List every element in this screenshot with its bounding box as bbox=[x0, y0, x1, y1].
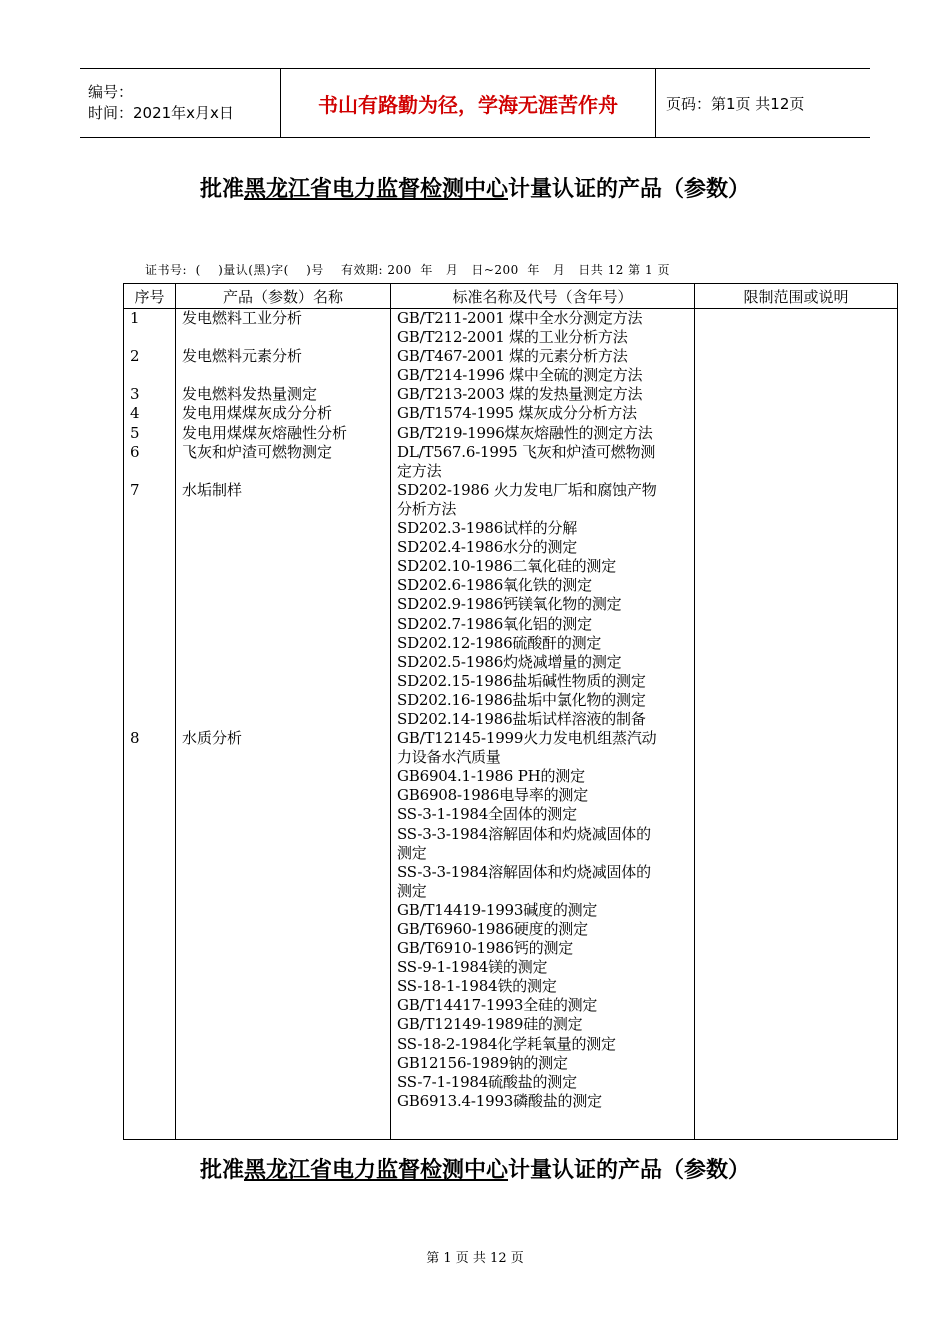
product-line bbox=[182, 595, 390, 614]
product-line bbox=[182, 538, 390, 557]
standard-line: SD202.14-1986盐垢试样溶液的制备 bbox=[397, 709, 646, 728]
serial-line bbox=[130, 366, 175, 385]
title2-suffix: 计量认证的产品（参数） bbox=[508, 1158, 751, 1183]
product-line bbox=[182, 557, 390, 576]
standard-line: SD202.4-1986水分的测定 bbox=[397, 538, 578, 557]
serial-line: 2 bbox=[130, 347, 140, 366]
standard-line: 力设备水汽质量 bbox=[397, 748, 501, 767]
standard-line: 测定 bbox=[397, 881, 427, 900]
title-org: 黑龙江省电力监督检测中心 bbox=[243, 177, 508, 202]
standard-line: SD202.10-1986二氧化硅的测定 bbox=[397, 557, 617, 576]
product-column bbox=[176, 309, 391, 1140]
product-line: 发电燃料元素分析 bbox=[182, 347, 303, 366]
page-footer: 第 1 页 共 12 页 bbox=[426, 1251, 524, 1266]
limit-column bbox=[695, 309, 898, 1140]
standard-line: SD202.7-1986氧化铝的测定 bbox=[397, 614, 592, 633]
standard-line: GB/T211-2001 煤中全水分测定方法 bbox=[397, 309, 643, 327]
title2-prefix: 批准 bbox=[199, 1158, 244, 1183]
serial-line: 7 bbox=[130, 480, 140, 499]
standard-line: SS-3-3-1984溶解固体和灼烧减固体的 bbox=[397, 862, 651, 881]
serial-line bbox=[130, 710, 175, 729]
product-line: 发电用煤煤灰成分分析 bbox=[182, 404, 333, 423]
standard-line: GB/T14417-1993全硅的测定 bbox=[397, 996, 598, 1015]
product-line: 水质分析 bbox=[182, 729, 243, 748]
standard-line: GB/T14419-1993碱度的测定 bbox=[397, 900, 598, 919]
product-line bbox=[182, 366, 390, 385]
serial-line bbox=[130, 691, 175, 710]
standard-line: 分析方法 bbox=[397, 499, 457, 518]
product-line bbox=[182, 672, 390, 691]
document-title-repeat bbox=[0, 1153, 950, 1184]
product-line bbox=[182, 519, 390, 538]
standard-line: GB/T6910-1986钙的测定 bbox=[397, 939, 574, 958]
product-line: 水垢制样 bbox=[182, 480, 243, 499]
product-line bbox=[182, 710, 390, 729]
standard-line: 定方法 bbox=[397, 461, 442, 480]
standard-line: 测定 bbox=[397, 843, 427, 862]
standard-line: SD202.12-1986硫酸酐的测定 bbox=[397, 633, 602, 652]
product-table bbox=[123, 283, 898, 1140]
page-header bbox=[80, 68, 870, 138]
standard-line: SS-18-2-1984化学耗氧量的测定 bbox=[397, 1034, 616, 1053]
serial-line bbox=[130, 500, 175, 519]
serial-line bbox=[130, 538, 175, 557]
title-prefix: 批准 bbox=[199, 177, 244, 202]
header-product: 产品（参数）名称 bbox=[176, 284, 391, 309]
header-left bbox=[80, 69, 280, 137]
serial-line bbox=[130, 557, 175, 576]
certificate-line: 证书号: ( )量认(黑)字( )号 有效期: 200 年 月 日~200 年 月 日共 12 第 1 页 bbox=[145, 263, 670, 277]
product-line: 发电用煤煤灰熔融性分析 bbox=[182, 423, 348, 442]
header-motto: 书山有路勤为径，学海无涯苦作舟 bbox=[280, 69, 656, 137]
product-line bbox=[182, 500, 390, 519]
serial-line bbox=[130, 462, 175, 481]
serial-line bbox=[130, 634, 175, 653]
serial-line: 3 bbox=[130, 385, 140, 404]
standard-line: GB/T213-2003 煤的发热量测定方法 bbox=[397, 385, 643, 404]
standard-line: SD202.15-1986盐垢碱性物质的测定 bbox=[397, 671, 646, 690]
serial-column bbox=[124, 309, 176, 1140]
title2-org: 黑龙江省电力监督检测中心 bbox=[243, 1158, 508, 1183]
serial-line: 5 bbox=[130, 423, 140, 442]
product-line: 发电燃料发热量测定 bbox=[182, 385, 318, 404]
standard-line: SD202.6-1986氧化铁的测定 bbox=[397, 576, 592, 595]
product-line: 发电燃料工业分析 bbox=[182, 309, 303, 327]
standard-column bbox=[391, 309, 695, 1140]
standard-line: GB/T1574-1995 煤灰成分分析方法 bbox=[397, 404, 637, 423]
standard-line: SD202.16-1986盐垢中氯化物的测定 bbox=[397, 690, 646, 709]
product-line bbox=[182, 462, 390, 481]
header-limit: 限制范围或说明 bbox=[695, 284, 898, 309]
header-serial: 序号 bbox=[124, 284, 176, 309]
standard-line: GB6913.4-1993磷酸盐的测定 bbox=[397, 1091, 602, 1110]
document-date: 时间：2021年x月x日 bbox=[88, 104, 234, 122]
standard-line: SD202.9-1986钙镁氧化物的测定 bbox=[397, 595, 622, 614]
standard-line: DL/T567.6-1995 飞灰和炉渣可燃物测 bbox=[397, 442, 656, 461]
serial-line bbox=[130, 672, 175, 691]
standard-line: GB/T12145-1999火力发电机组蒸汽动 bbox=[397, 729, 657, 748]
standard-line: SD202.3-1986试样的分解 bbox=[397, 519, 578, 538]
table-header-row bbox=[124, 284, 898, 309]
standard-line: SS-18-1-1984铁的测定 bbox=[397, 977, 557, 996]
serial-line bbox=[130, 653, 175, 672]
serial-line: 8 bbox=[130, 729, 140, 748]
serial-line: 6 bbox=[130, 442, 140, 461]
header-page-info: 页码：第1页 共12页 bbox=[666, 94, 805, 113]
product-line bbox=[182, 328, 390, 347]
standard-line: SS-9-1-1984镁的测定 bbox=[397, 958, 548, 977]
product-line bbox=[182, 634, 390, 653]
standard-line: GB/T214-1996 煤中全硫的测定方法 bbox=[397, 366, 643, 385]
title-suffix: 计量认证的产品（参数） bbox=[508, 177, 751, 202]
header-standard: 标准名称及代号（含年号） bbox=[391, 284, 695, 309]
standard-line: GB/T212-2001 煤的工业分析方法 bbox=[397, 328, 628, 347]
serial-line: 4 bbox=[130, 404, 140, 423]
serial-line bbox=[130, 576, 175, 595]
standard-line: SS-3-1-1984全固体的测定 bbox=[397, 805, 577, 824]
standard-line: SD202.5-1986灼烧减增量的测定 bbox=[397, 652, 622, 671]
standard-line: GB/T6960-1986硬度的测定 bbox=[397, 920, 588, 938]
serial-line bbox=[130, 595, 175, 614]
standard-line: SS-3-3-1984溶解固体和灼烧减固体的 bbox=[397, 824, 651, 843]
serial-line: 1 bbox=[130, 309, 140, 327]
standard-line: GB6908-1986电导率的测定 bbox=[397, 786, 589, 805]
standard-line: SS-7-1-1984硫酸盐的测定 bbox=[397, 1072, 577, 1091]
serial-line bbox=[130, 615, 175, 634]
document-title bbox=[0, 172, 950, 203]
standard-line: GB/T12149-1989硅的测定 bbox=[397, 1015, 583, 1034]
document-number-label: 编号： bbox=[88, 83, 134, 101]
standard-line: SD202-1986 火力发电厂垢和腐蚀产物 bbox=[397, 480, 657, 499]
product-line bbox=[182, 576, 390, 595]
product-line: 飞灰和炉渣可燃物测定 bbox=[182, 442, 333, 461]
standard-line: GB12156-1989钠的测定 bbox=[397, 1053, 568, 1072]
product-line bbox=[182, 615, 390, 634]
standard-line: GB6904.1-1986 PH的测定 bbox=[397, 767, 585, 786]
standard-line: GB/T467-2001 煤的元素分析方法 bbox=[397, 347, 628, 366]
standard-line: GB/T219-1996煤灰熔融性的测定方法 bbox=[397, 423, 653, 442]
serial-line bbox=[130, 519, 175, 538]
product-line bbox=[182, 691, 390, 710]
serial-line bbox=[130, 328, 175, 347]
table-row bbox=[124, 309, 898, 1140]
product-line bbox=[182, 653, 390, 672]
